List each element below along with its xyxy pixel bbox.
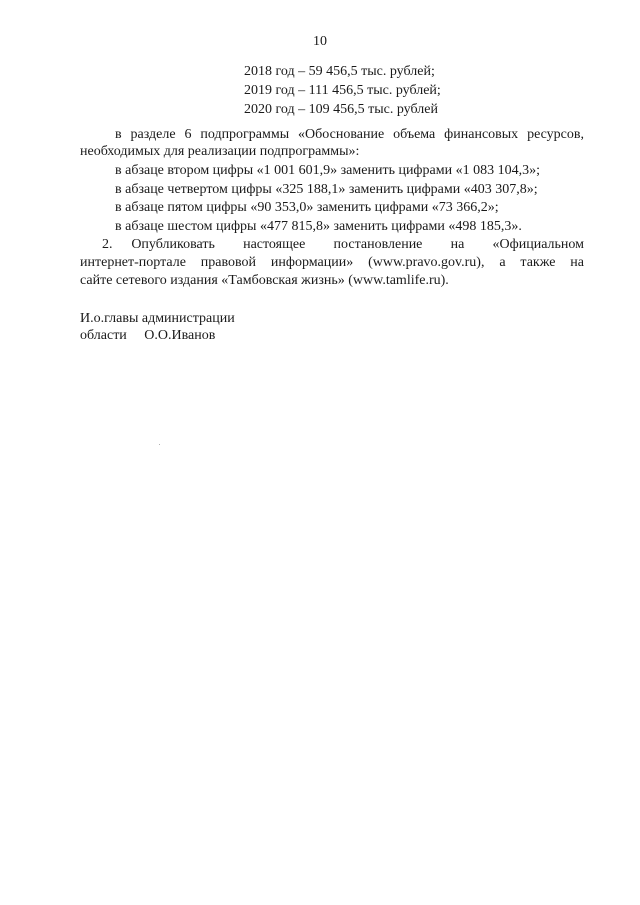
signature-name: области О.О.Иванов [80,328,216,343]
scan-speck [159,444,160,445]
replacement-line-fifth: в абзаце пятом цифры «90 353,0» заменить цифрами «73 366,2»; [115,200,499,215]
item2-line-2: интернет-портале правовой информации» (www.pravo.gov.ru), а также на [80,255,584,270]
item2-line-1: 2. Опубликовать настоящее постановление на «Официальном [102,237,584,252]
signature-title: И.о.главы администрации [80,311,235,326]
section6-line-2: необходимых для реализации подпрограммы»: [80,144,360,159]
section6-line-1: в разделе 6 подпрограммы «Обоснование объема финансовых ресурсов, [115,127,584,142]
funding-line-2020: 2020 год – 109 456,5 тыс. рублей [244,102,438,117]
item2-line-3: сайте сетевого издания «Тамбовская жизнь» (www.tamlife.ru). [80,273,449,288]
replacement-line-sixth: в абзаце шестом цифры «477 815,8» заменить цифрами «498 185,3». [115,219,522,234]
funding-line-2018: 2018 год – 59 456,5 тыс. рублей; [244,64,435,79]
page-number: 10 [313,34,327,49]
replacement-line-second: в абзаце втором цифры «1 001 601,9» заменить цифрами «1 083 104,3»; [115,163,540,178]
funding-line-2019: 2019 год – 111 456,5 тыс. рублей; [244,83,441,98]
replacement-line-fourth: в абзаце четвертом цифры «325 188,1» заменить цифрами «403 307,8»; [115,182,538,197]
